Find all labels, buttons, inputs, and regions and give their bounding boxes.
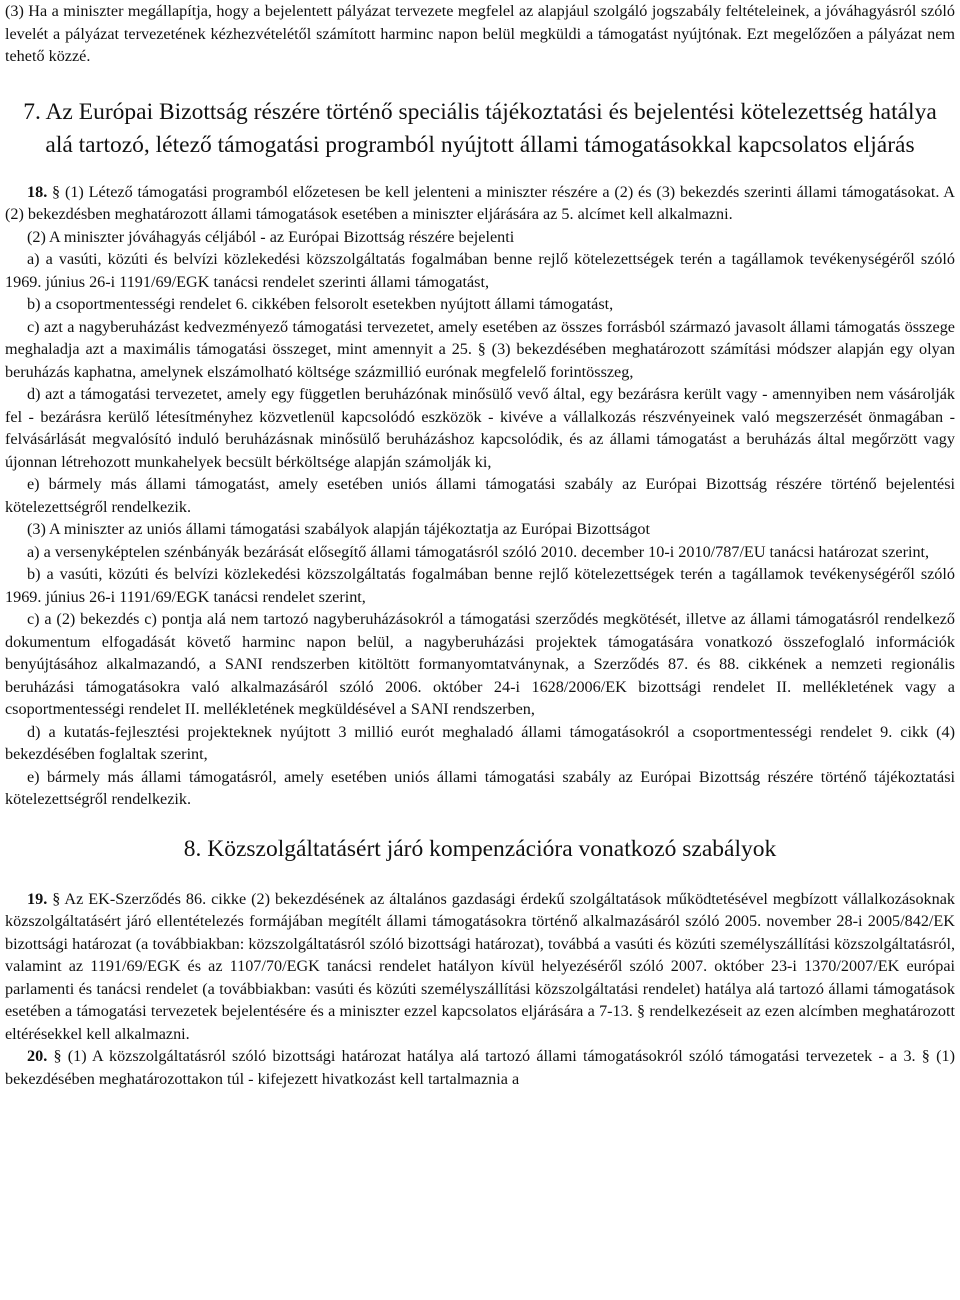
article-18-para-2-d: d) azt a támogatási tervezetet, amely egy független beruházónak minősülő vevő által, egy bezárásra került vagy - amennyiben nem vásárolják fel - bezárásra kerülő létesítményhez közvetlenül kapcsolódó eszközök - kivéve a vállalkozás részvényeinek való megszerzését önmagában - felvásárlását megvalósító induló beruházásnak minősülő beruházáshoz kapcsolódik, és az állami támogatást a beruházás által megőrzött vagy újonnan létrehozott munkahelyek becsült bérköltsége alapján számolják ki, xyxy=(5,385,955,471)
article-18-para-2-c: c) azt a nagyberuházást kedvezményező támogatási tervezetet, amely esetében az összes forrásból származó javasolt állami támogatás összege meghaladja azt a maximális támogatási összeget, mint amennyit a 25. § (3) bekezdésében meghatározott számítási módszer alapján egy olyan beruházás kaphatna, amelynek elszámolható költsége százmillió eurónak megfelelő forintösszeg, xyxy=(5,317,955,381)
section-heading-8: 8. Közszolgáltatásért járó kompenzációra vonatkozó szabályok xyxy=(183,835,777,862)
article-18-para-1 xyxy=(5,181,955,226)
article-18-para-3-e: e) bármely más állami támogatásról, amely esetében uniós állami támogatási szabály az Európai Bizottság részére történő tájékoztatási kötelezettségről rendelkezik. xyxy=(5,767,955,808)
article-18-para-1-text: § (1) Létező támogatási programból előzetesen be kell jelenteni a miniszter részére a (2) és (3) bekezdés szerinti állami támogatásokat. A (2) bekezdésben meghatározott állami támogatások esetében a miniszter eljárására az 5. alcímet kell alkalmazni. xyxy=(5,182,955,223)
article-18-para-3-d: d) a kutatás-fejlesztési projekteknek nyújtott 3 millió eurót meghaladó állami támogatásokról a csoportmentességi rendelet 9. cikk (4) bekezdésében foglaltak szerint, xyxy=(5,722,955,763)
article-19-number: 19. xyxy=(27,889,48,908)
paragraph-intro: (3) Ha a miniszter megállapítja, hogy a bejelentett pályázat tervezete megfelel az alapjául szolgáló jogszabály feltételeinek, a jóváhagyásról szóló levelét a pályázat tervezetének kézhezvételétől számított harminc napon belül megküldi a támogatást nyújtónak. Ezt megelőzően a pályázat nem tehető közzé. xyxy=(5,2,955,65)
article-18-number: 18. xyxy=(27,182,48,201)
article-18-para-2-e: e) bármely más állami támogatást, amely esetében uniós állami támogatási szabály az Európai Bizottság részére történő bejelentési kötelezettségről rendelkezik. xyxy=(5,475,955,516)
article-19 xyxy=(5,888,955,1046)
article-18-para-3-b: b) a vasúti, közúti és belvízi közlekedési közszolgáltatás fogalmában benne rejlő kötelezettségek terén a tagállamok tevékenységéről szóló 1969. június 26-i 1191/69/EGK tanácsi rendelet szerint, xyxy=(5,565,955,606)
article-18-para-3: (3) A miniszter az uniós állami támogatási szabályok alapján tájékoztatja az Európai Bizottságot xyxy=(27,520,651,538)
article-19-text: § Az EK-Szerződés 86. cikke (2) bekezdésének az általános gazdasági érdekű szolgáltatások működtetésével megbízott vállalkozásoknak közszolgáltatásért járó ellentételezés formájában megítélt állami támogatásokra történő alkalmazásáról szóló 2005. november 28-i 2005/842/EK bizottsági határozat (a továbbiakban: közszolgáltatásról szóló bizottsági határozat), továbbá a vasúti és közúti személyszállítási közszolgáltatásról, valamint az 1191/69/EGK és az 1107/70/EGK tanácsi rendelet hatályon kívül helyezéséről szóló 2007. október 23-i 1370/2007/EK európai parlamenti és tanácsi rendelet (a továbbiakban: vasúti és közúti személyszállítási közszolgáltatási rendelet) hatálya alá tartozó állami támogatások esetében a támogatási tervezetek bejelentésére és a miniszter ezzel kapcsolatos eljárására a 7-13. § rendelkezéseit az ezen alcímben meghatározott eltérésekkel kell alkalmazni. xyxy=(5,889,955,1043)
section-heading-7: 7. Az Európai Bizottság részére történő speciális tájékoztatási és bejelentési kötelezettség hatálya alá tartozó, létező támogatási programból nyújtott állami támogatásokkal kapcsolatos eljárás xyxy=(23,98,937,158)
article-20-text: § (1) A közszolgáltatásról szóló bizottsági határozat hatálya alá tartozó állami támogatásokról szóló támogatási tervezetek - a 3. § (1) bekezdésében meghatározottakon túl - kifejezett hivatkozást kell tartalmaznia a xyxy=(5,1047,955,1088)
article-18-para-3-c: c) a (2) bekezdés c) pontja alá nem tartozó nagyberuházásokról a támogatási szerződés megkötését, illetve az állami támogatásról rendelkező dokumentum elfogadását követő harminc napon belül, a nagyberuházási projektek támogatására vonatkozó összefoglaló információk benyújtásához alkalmazandó, a SANI rendszerben kitöltött formanyomtatványnak, a Szerződés 87. és 88. cikkének a nemzeti regionális beruházási támogatásokra való alkalmazásáról szóló 2006. október 24-i 1628/2006/EK bizottsági rendelet II. mellékletének vagy a csoportmentességi rendelet II. mellékletének megküldésével a SANI rendszerben, xyxy=(5,610,955,718)
article-20 xyxy=(5,1045,955,1090)
article-20-number: 20. xyxy=(27,1047,48,1065)
article-18-para-2-b: b) a csoportmentességi rendelet 6. cikkében felsorolt esetekben nyújtott állami támogatást, xyxy=(27,295,614,313)
article-18-para-3-a: a) a versenyképtelen szénbányák bezárását elősegítő állami támogatásról szóló 2010. december 10-i 2010/787/EU tanácsi határozat szerint, xyxy=(27,542,930,561)
article-18-para-2: (2) A miniszter jóváhagyás céljából - az Európai Bizottság részére bejelenti xyxy=(27,227,515,246)
article-18-para-2-a: a) a vasúti, közúti és belvízi közlekedési közszolgáltatás fogalmában benne rejlő kötelezettségek terén a tagállamok tevékenységéről szóló 1969. június 26-i 1191/69/EGK tanácsi rendelet szerinti állami támogatást, xyxy=(5,250,955,291)
